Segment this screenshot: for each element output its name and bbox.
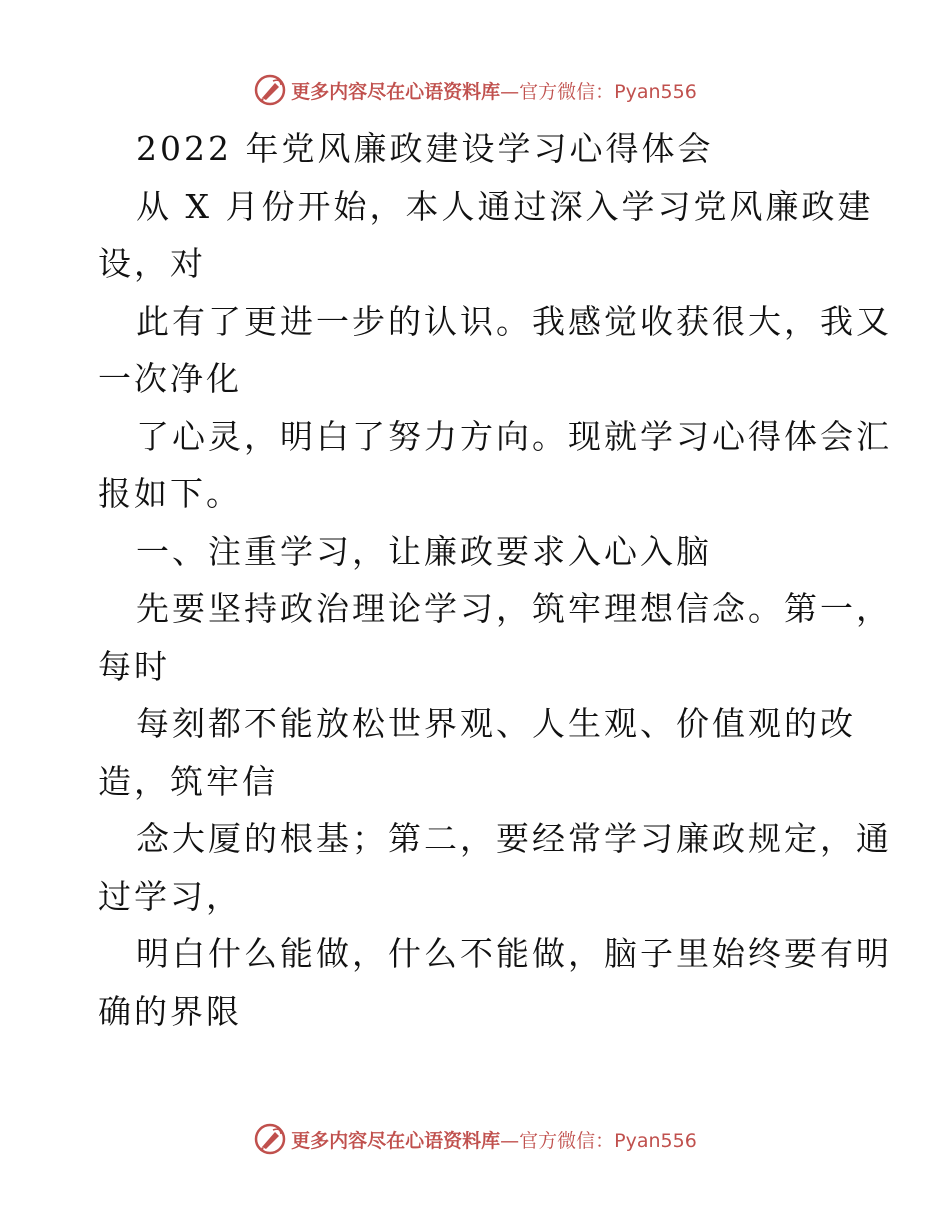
- pen-logo-icon: [253, 1122, 287, 1156]
- document-title: 2022 年党风廉政建设学习心得体会: [136, 129, 714, 168]
- paragraph-line: 此有了更进一步的认识。我感觉收获很大，我又: [136, 301, 892, 341]
- header-banner: [0, 68, 950, 112]
- header-dash: —: [500, 80, 520, 103]
- paragraph-line: 设，对: [98, 244, 206, 283]
- paragraph-line: 一次净化: [98, 359, 242, 398]
- footer-wechat: 官方微信：Pyan556: [519, 1129, 697, 1152]
- paragraph-line: 明白什么能做，什么不能做，脑子里始终要有明: [136, 934, 892, 973]
- footer-site-name: 更多内容尽在心语资料库: [291, 1129, 501, 1152]
- paragraph-line: 每时: [98, 646, 170, 686]
- paragraph-line: 念大厦的根基；第二，要经常学习廉政规定，通: [136, 819, 892, 858]
- document-body: [98, 120, 892, 1040]
- header-wechat: 官方微信：Pyan556: [519, 80, 697, 103]
- paragraph-line: 过学习，: [98, 876, 242, 916]
- paragraph-line: 从 X 月份开始，本人通过深入学习党风廉政建: [136, 186, 874, 226]
- footer-dash: —: [500, 1129, 520, 1152]
- paragraph-line: 报如下。: [98, 474, 242, 513]
- paragraph-line: 先要坚持政治理论学习，筑牢理想信念。第一，: [136, 589, 892, 628]
- paragraph-line: 确的界限: [98, 991, 242, 1031]
- footer-banner: [0, 1117, 950, 1161]
- paragraph-line: 造，筑牢信: [98, 761, 278, 801]
- section-heading: 一、注重学习，让廉政要求入心入脑: [136, 531, 712, 571]
- footer-banner-text: [291, 1126, 697, 1153]
- header-banner-text: [291, 77, 697, 104]
- paragraph-line: 每刻都不能放松世界观、人生观、价值观的改: [136, 704, 856, 743]
- header-site-name: 更多内容尽在心语资料库: [291, 80, 501, 103]
- paragraph-line: 了心灵，明白了努力方向。现就学习心得体会汇: [136, 416, 892, 456]
- pen-logo-icon: [253, 73, 287, 107]
